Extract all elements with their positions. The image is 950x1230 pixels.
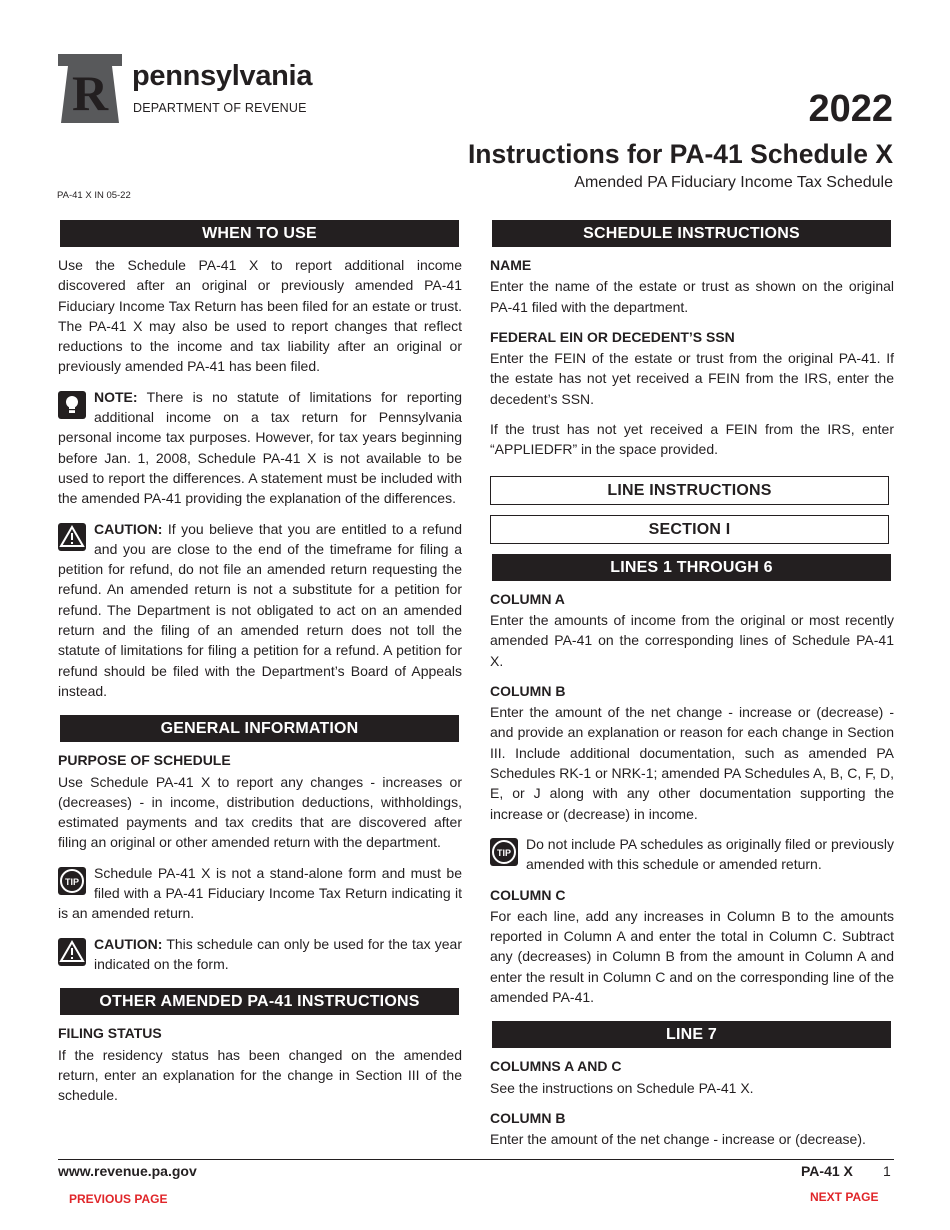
page-title: Instructions for PA-41 Schedule X [467, 139, 893, 169]
column-b-paragraph-2: Enter the amount of the net change - increase or (decrease). [490, 1131, 866, 1148]
name-paragraph: Enter the name of the estate or trust as shown on the original PA-41 filed with the department. [490, 278, 894, 315]
column-c-paragraph: For each line, add any increases in Column B to the amounts reported in Column A and enter the total in Column C. Subtract any (decreases) in Column B from the amount in Column A and enter the result in Column C and on the corresponding line of the amended PA-41. [490, 907, 894, 1006]
tip-block-2 [490, 834, 894, 875]
caution-label-2: CAUTION: [94, 935, 163, 952]
schedule-instructions-heading: SCHEDULE INSTRUCTIONS [492, 220, 891, 247]
form-code: PA-41 X IN 05-22 [57, 190, 131, 201]
caution-text-2: This schedule can only be used for the tax year indicated on the form. [94, 935, 462, 972]
left-column [58, 220, 462, 1115]
purpose-subheading: PURPOSE OF SCHEDULE [58, 752, 231, 769]
lightbulb-icon [58, 391, 86, 419]
page-subtitle: Amended PA Fiduciary Income Tax Schedule [574, 174, 893, 191]
other-instructions-heading: OTHER AMENDED PA-41 INSTRUCTIONS [60, 988, 459, 1015]
tax-year: 2022 [808, 88, 893, 130]
line-7-heading: LINE 7 [492, 1021, 891, 1048]
when-to-use-paragraph: Use the Schedule PA-41 X to report additional income discovered after an original or previously amended PA-41 Fiduciary Income Tax Return has been filed for an estate or trust. The PA-41 X may also be used to report changes that reflect reductions to the income and tax liability after an original or previously amended PA-41 has been filed. [58, 257, 462, 375]
tip-text-2: Do not include PA schedules as originally filed or previously amended with this schedule or amended return. [526, 835, 894, 873]
column-b-subheading: COLUMN B [490, 682, 566, 699]
footer-url: www.revenue.pa.gov [58, 1163, 197, 1179]
column-a-paragraph: Enter the amounts of income from the original or most recently amended PA-41 on the corresponding lines of Schedule PA-41 X. [490, 611, 894, 669]
purpose-paragraph: Use Schedule PA-41 X to report any changes - increases or (decreases) - in income, distribution deductions, withholdings, estimated payments and tax credits that are discovered after filing an original or other amended return with the department. [58, 773, 462, 851]
logo-department: DEPARTMENT OF REVENUE [133, 101, 307, 115]
name-subheading: NAME [490, 257, 532, 273]
caution-block [58, 519, 462, 702]
logo-state-name: pennsylvania [132, 60, 313, 92]
logo-letter: R [71, 65, 109, 121]
footer-divider [58, 1159, 894, 1160]
right-column [490, 220, 894, 1160]
caution-label: CAUTION: [94, 520, 163, 537]
page-number: 1 [883, 1163, 891, 1179]
warning-triangle-icon [58, 938, 86, 966]
note-text: There is no statute of limitations for reporting additional income on a tax return for Pennsylvania personal income tax purposes. However, for tax years beginning before Jan. 1, 2008, Schedule PA-41 X is not available to be used to report the differences. A statement must be included with the amended PA-41 providing the explanation of the differences. [58, 388, 462, 507]
tip-text: Schedule PA-41 X is not a stand-alone form and must be filed with a PA-41 Fiduciary Income Tax Return indicating it is an amended return. [58, 864, 462, 922]
column-a-subheading: COLUMN A [490, 590, 565, 607]
caution-text: If you believe that you are entitled to a refund and you are close to the end of the timeframe for filing a petition for refund, do not file an amended return requesting the refund. An amended return is not a substitute for a petition for refund. The Department is not obligated to act on an amended return and the filing of an amended return does not toll the statute of limitations for filing a petition for a refund. A petition for refund should be filed with the Department’s Board of Appeals instead. [58, 520, 462, 699]
ein-subheading: FEDERAL EIN OR DECEDENT’S SSN [490, 328, 735, 345]
note-label: NOTE: [94, 388, 138, 405]
filing-status-subheading: FILING STATUS [58, 1025, 162, 1042]
section-i-heading: SECTION I [490, 515, 889, 544]
note-block [58, 387, 462, 509]
column-b-paragraph: Enter the amount of the net change - increase or (decrease) - and provide an explanation or reason for each change in Section III. Include additional documentation, such as amended PA Schedules RK-1 or NRK-1; amended PA Schedules A, B, C, F, D, E, or J along with any other documentation supporting the increase or (decrease) in income. [490, 704, 894, 822]
previous-page-link[interactable]: PREVIOUS PAGE [69, 1192, 168, 1206]
columns-a-c-paragraph: See the instructions on Schedule PA-41 X. [490, 1079, 754, 1096]
tip-block [58, 863, 462, 924]
general-information-heading: GENERAL INFORMATION [60, 715, 459, 742]
column-c-subheading: COLUMN C [490, 886, 566, 903]
filing-status-paragraph: If the residency status has been changed on the amended return, enter an explanation for the change in Section III of the schedule. [58, 1046, 462, 1104]
svg-text:TIP: TIP [496, 847, 512, 858]
next-page-link[interactable]: NEXT PAGE [810, 1190, 879, 1204]
when-to-use-heading: WHEN TO USE [60, 220, 459, 247]
columns-a-c-subheading: COLUMNS A AND C [490, 1058, 622, 1075]
keystone-logo-icon [56, 54, 124, 123]
warning-triangle-icon [58, 523, 86, 551]
column-b-subheading-2: COLUMN B [490, 1109, 566, 1126]
tip-icon [58, 867, 86, 895]
ein-paragraph-1: Enter the FEIN of the estate or trust from the original PA-41. If the estate has not yet received a FEIN from the IRS, enter the decedent’s SSN. [490, 350, 894, 407]
caution-block-2 [58, 934, 462, 975]
line-instructions-heading: LINE INSTRUCTIONS [490, 476, 889, 505]
lines-1-6-heading: LINES 1 THROUGH 6 [492, 554, 891, 581]
tip-icon [490, 838, 518, 866]
footer-form-code: PA-41 X [801, 1163, 853, 1179]
ein-paragraph-2: If the trust has not yet received a FEIN from the IRS, enter “APPLIEDFR” in the space provided. [490, 421, 894, 458]
svg-text:TIP: TIP [64, 876, 80, 887]
